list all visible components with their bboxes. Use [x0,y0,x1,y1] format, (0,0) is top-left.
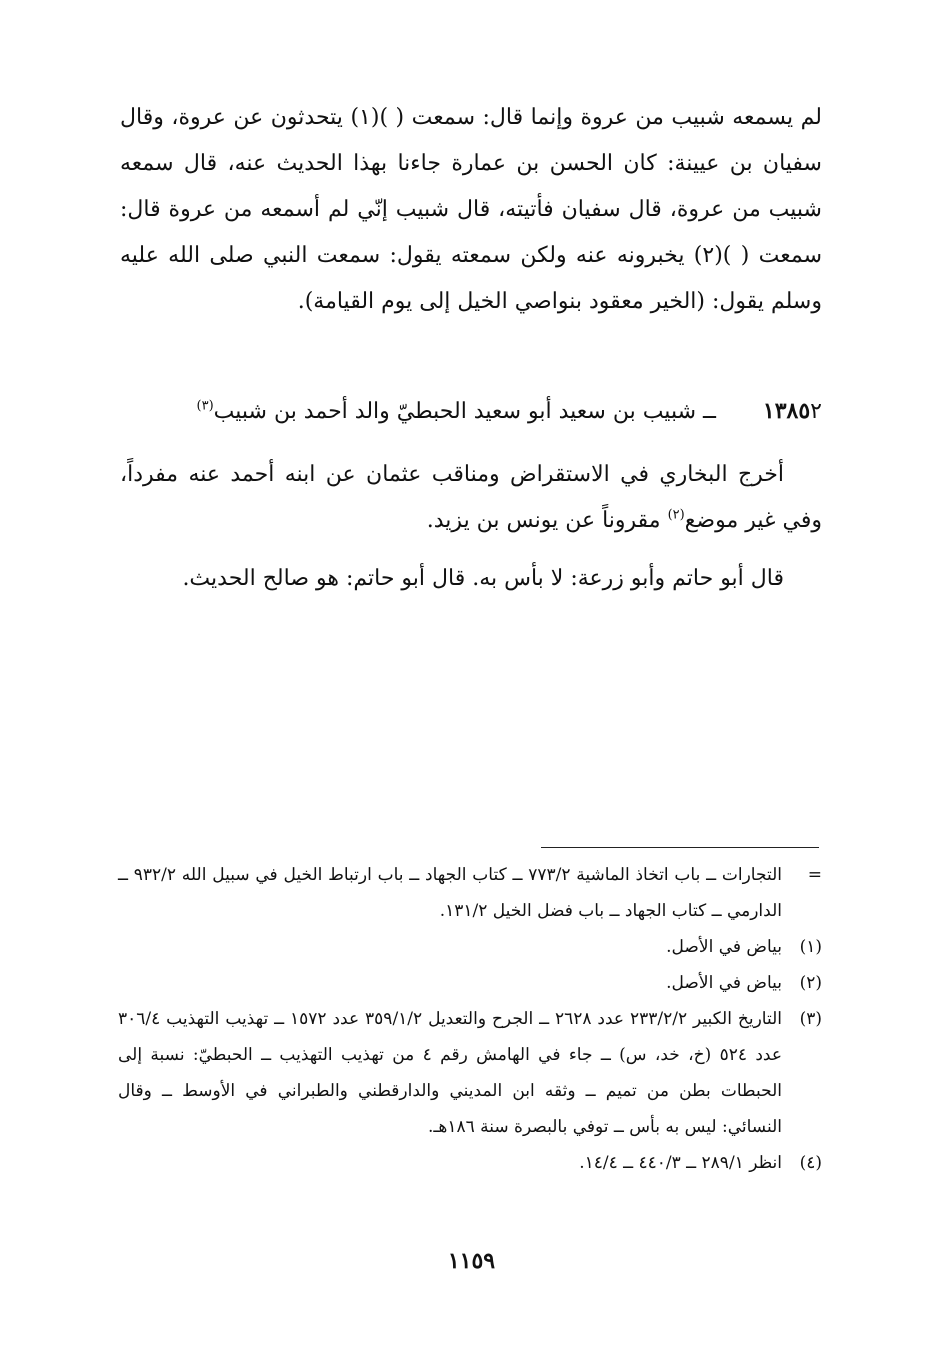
entry-number: ١٣٨٥ [762,398,811,424]
page-number: ١١٥٩ [447,1248,496,1274]
footnote-3 [118,1001,822,1145]
entry-footnote-ref: (٣) [196,398,214,414]
footnote-2 [118,965,822,1001]
footnote-4 [118,1145,822,1181]
paragraph2-footnote-ref: (٢) [667,507,685,523]
footnote-text: انظر ٢٨٩/١ ــ ٤٤٠/٣ ــ ١٤/٤. [579,1153,782,1173]
footnote-mark: = [807,865,822,885]
main-paragraph-2 [120,452,822,544]
main-paragraph-3: قال أبو حاتم وأبو زرعة: لا بأس به. قال أبو حاتم: هو صالح الحديث. [182,566,784,591]
footnote-mark: (١) [799,937,822,957]
footnotes [118,857,822,1181]
paragraph2-text-a: أخرج البخاري في الاستقراض ومناقب عثمان عن ابنه أحمد عنه مفرداً، وفي غير موضع [120,462,822,533]
footnote-text: التاريخ الكبير ٢٣٣/٢/٢ عدد ٢٦٢٨ ــ الجرح والتعديل ٣٥٩/١/٢ عدد ١٥٧٢ ــ تهذيب التهذيب ٣٠٦/٤ عدد ٥٢٤ (خ، خد، س) ــ جاء في الهامش رقم ٤ من تهذيب التهذيب ــ الحبطيّ: نسبة إلى الحبطات بطن من تميم ــ وثقه ابن المديني والدارقطني والطبراني في الأوسط ــ وقال النسائي: ليس به بأس ــ توفي بالبصرة سنة ١٨٦هـ. [118,1009,782,1137]
footnote-separator [541,847,819,848]
footnote-text: بياض في الأصل. [666,937,782,957]
footnote-mark: (٣) [799,1009,822,1029]
footnote-continued [118,857,822,929]
main-paragraph-1: لم يسمعه شبيب من عروة وإنما قال: سمعت ( )(١) يتحدثون عن عروة، وقال سفيان بن عيينة: كان الحسن بن عمارة جاءنا بهذا الحديث عنه، قال سمعه شبيب من عروة، قال سفيان فأتيته، قال شبيب إنّي لم أسمعه من عروة قال: سمعت ( )(٢) يخبرونه عنه ولكن سمعته يقول: سمعت النبي صلى الله عليه وسلم يقول: (الخير معقود بنواصي الخيل إلى يوم القيامة). [120,105,822,314]
footnote-mark: (٤) [799,1153,822,1173]
footnote-text: التجارات ــ باب اتخاذ الماشية ٧٧٣/٢ ــ كتاب الجهاد ــ باب ارتباط الخيل في سبيل الله ٩٣٢/٢ ــ الدارمي ــ كتاب الجهاد ــ باب فضل الخيل ١٣١/٢. [118,865,782,921]
footnote-mark: (٢) [799,973,822,993]
footnote-text: بياض في الأصل. [666,973,782,993]
entry-title: ٢ ــ شبيب بن سعيد أبو سعيد الحبطيّ والد أحمد بن شبيب [213,399,822,424]
paragraph2-text-b: مقروناً عن يونس بن يزيد. [426,508,668,533]
footnote-1 [118,929,822,965]
entry-heading [120,388,822,435]
